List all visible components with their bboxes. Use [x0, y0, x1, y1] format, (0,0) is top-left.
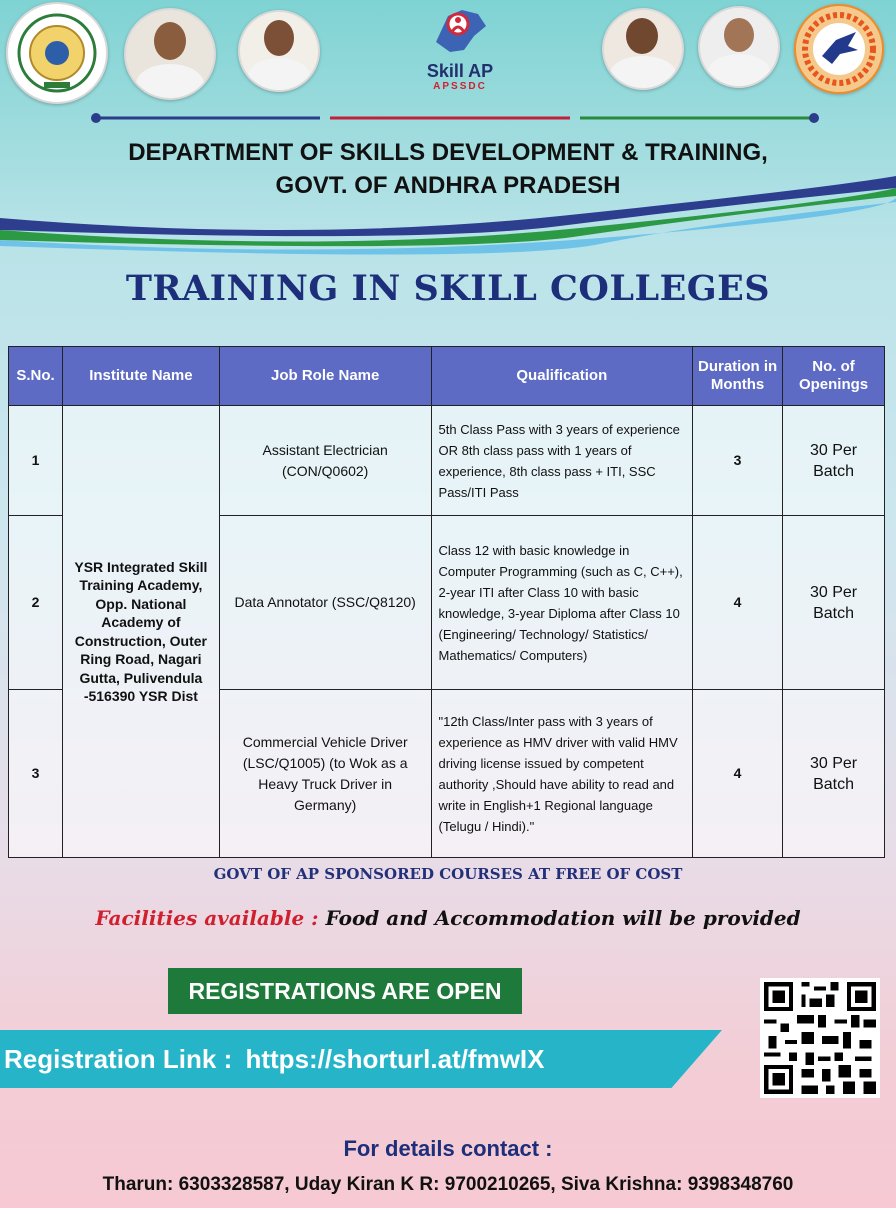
- registration-link[interactable]: https://shorturl.at/fmwIX: [245, 1044, 545, 1074]
- row-qualification: Class 12 with basic knowledge in Computer Programming (such as C, C++), 2-year ITI after Class 10 with basic knowledge, 3-year Diploma after Class 10 (Engineering/ Technology/ Statistics/ Mathematics/ Computers): [431, 516, 693, 690]
- row-duration: 4: [693, 516, 783, 690]
- row-job-role: Assistant Electrician (CON/Q0602): [219, 406, 431, 516]
- contact-numbers: Tharun: 6303328587, Uday Kiran K R: 9700210265, Siva Krishna: 9398348760: [102, 1174, 794, 1195]
- institute-name: YSR Integrated Skill Training Academy, Opp. National Academy of Construction, Outer Ring Road, Nagari Gutta, Pulivendula -516390 YSR Dist: [62, 406, 219, 858]
- header-qualification: Qualification: [431, 347, 693, 406]
- portrait-4: [698, 6, 780, 88]
- skill-ap-logo-sub: APSSDC: [433, 81, 487, 92]
- skill-ap-map-icon: [428, 6, 492, 56]
- registration-link-line: [4, 1030, 544, 1088]
- header-openings: No. of Openings: [783, 347, 885, 406]
- row-qualification: 5th Class Pass with 3 years of experience OR 8th class pass with 1 years of experience, 8th class pass + ITI, SSC Pass/ITI Pass: [431, 406, 693, 516]
- ap-emblem-logo: [6, 2, 108, 104]
- row-duration: 3: [693, 406, 783, 516]
- row-openings: 30 Per Batch: [783, 406, 885, 516]
- row-job-role: Data Annotator (SSC/Q8120): [219, 516, 431, 690]
- registration-label: Registration Link :: [4, 1044, 233, 1074]
- department-line-1: DEPARTMENT OF SKILLS DEVELOPMENT & TRAINING,: [128, 139, 768, 166]
- row-qualification: "12th Class/Inter pass with 3 years of experience as HMV driver with valid HMV driving license issued by competent authority ,Should have ability to read and write in English+1 Regional language (Telugu / Hindi).": [431, 690, 693, 858]
- facilities-text: Food and Accommodation will be provided: [325, 906, 801, 930]
- qr-code[interactable]: [760, 978, 880, 1098]
- header-job-role: Job Role Name: [219, 347, 431, 406]
- row-sno: 2: [9, 516, 63, 690]
- courses-table: [8, 346, 885, 858]
- table-header-row: [9, 347, 885, 406]
- portrait-3: [602, 8, 684, 90]
- row-job-role: Commercial Vehicle Driver (LSC/Q1005) (to Wok as a Heavy Truck Driver in Germany): [219, 690, 431, 858]
- sponsored-note: GOVT OF AP SPONSORED COURSES AT FREE OF COST: [213, 865, 683, 883]
- skill-ap-logo-text: Skill AP: [426, 61, 494, 81]
- portrait-2: [238, 10, 320, 92]
- qr-code-icon: [760, 978, 880, 1098]
- department-line-2: GOVT. OF ANDHRA PRADESH: [275, 172, 621, 199]
- row-duration: 4: [693, 690, 783, 858]
- skill-ap-logo: [412, 6, 508, 98]
- table-row: [9, 406, 885, 516]
- header-divider: [90, 112, 820, 124]
- page-title: TRAINING IN SKILL COLLEGES: [125, 268, 771, 309]
- portrait-1: [124, 8, 216, 100]
- row-sno: 3: [9, 690, 63, 858]
- facilities-line: [0, 906, 896, 930]
- contact-heading: For details contact :: [343, 1136, 553, 1161]
- facilities-label: Facilities available :: [95, 906, 319, 930]
- row-openings: 30 Per Batch: [783, 690, 885, 858]
- header-sno: S.No.: [9, 347, 63, 406]
- wave-decoration: [0, 168, 896, 258]
- registrations-open-banner: REGISTRATIONS ARE OPEN: [168, 968, 522, 1014]
- header-institute: Institute Name: [62, 347, 219, 406]
- row-sno: 1: [9, 406, 63, 516]
- row-openings: 30 Per Batch: [783, 516, 885, 690]
- header-duration: Duration in Months: [693, 347, 783, 406]
- pegasus-logo: [794, 4, 884, 94]
